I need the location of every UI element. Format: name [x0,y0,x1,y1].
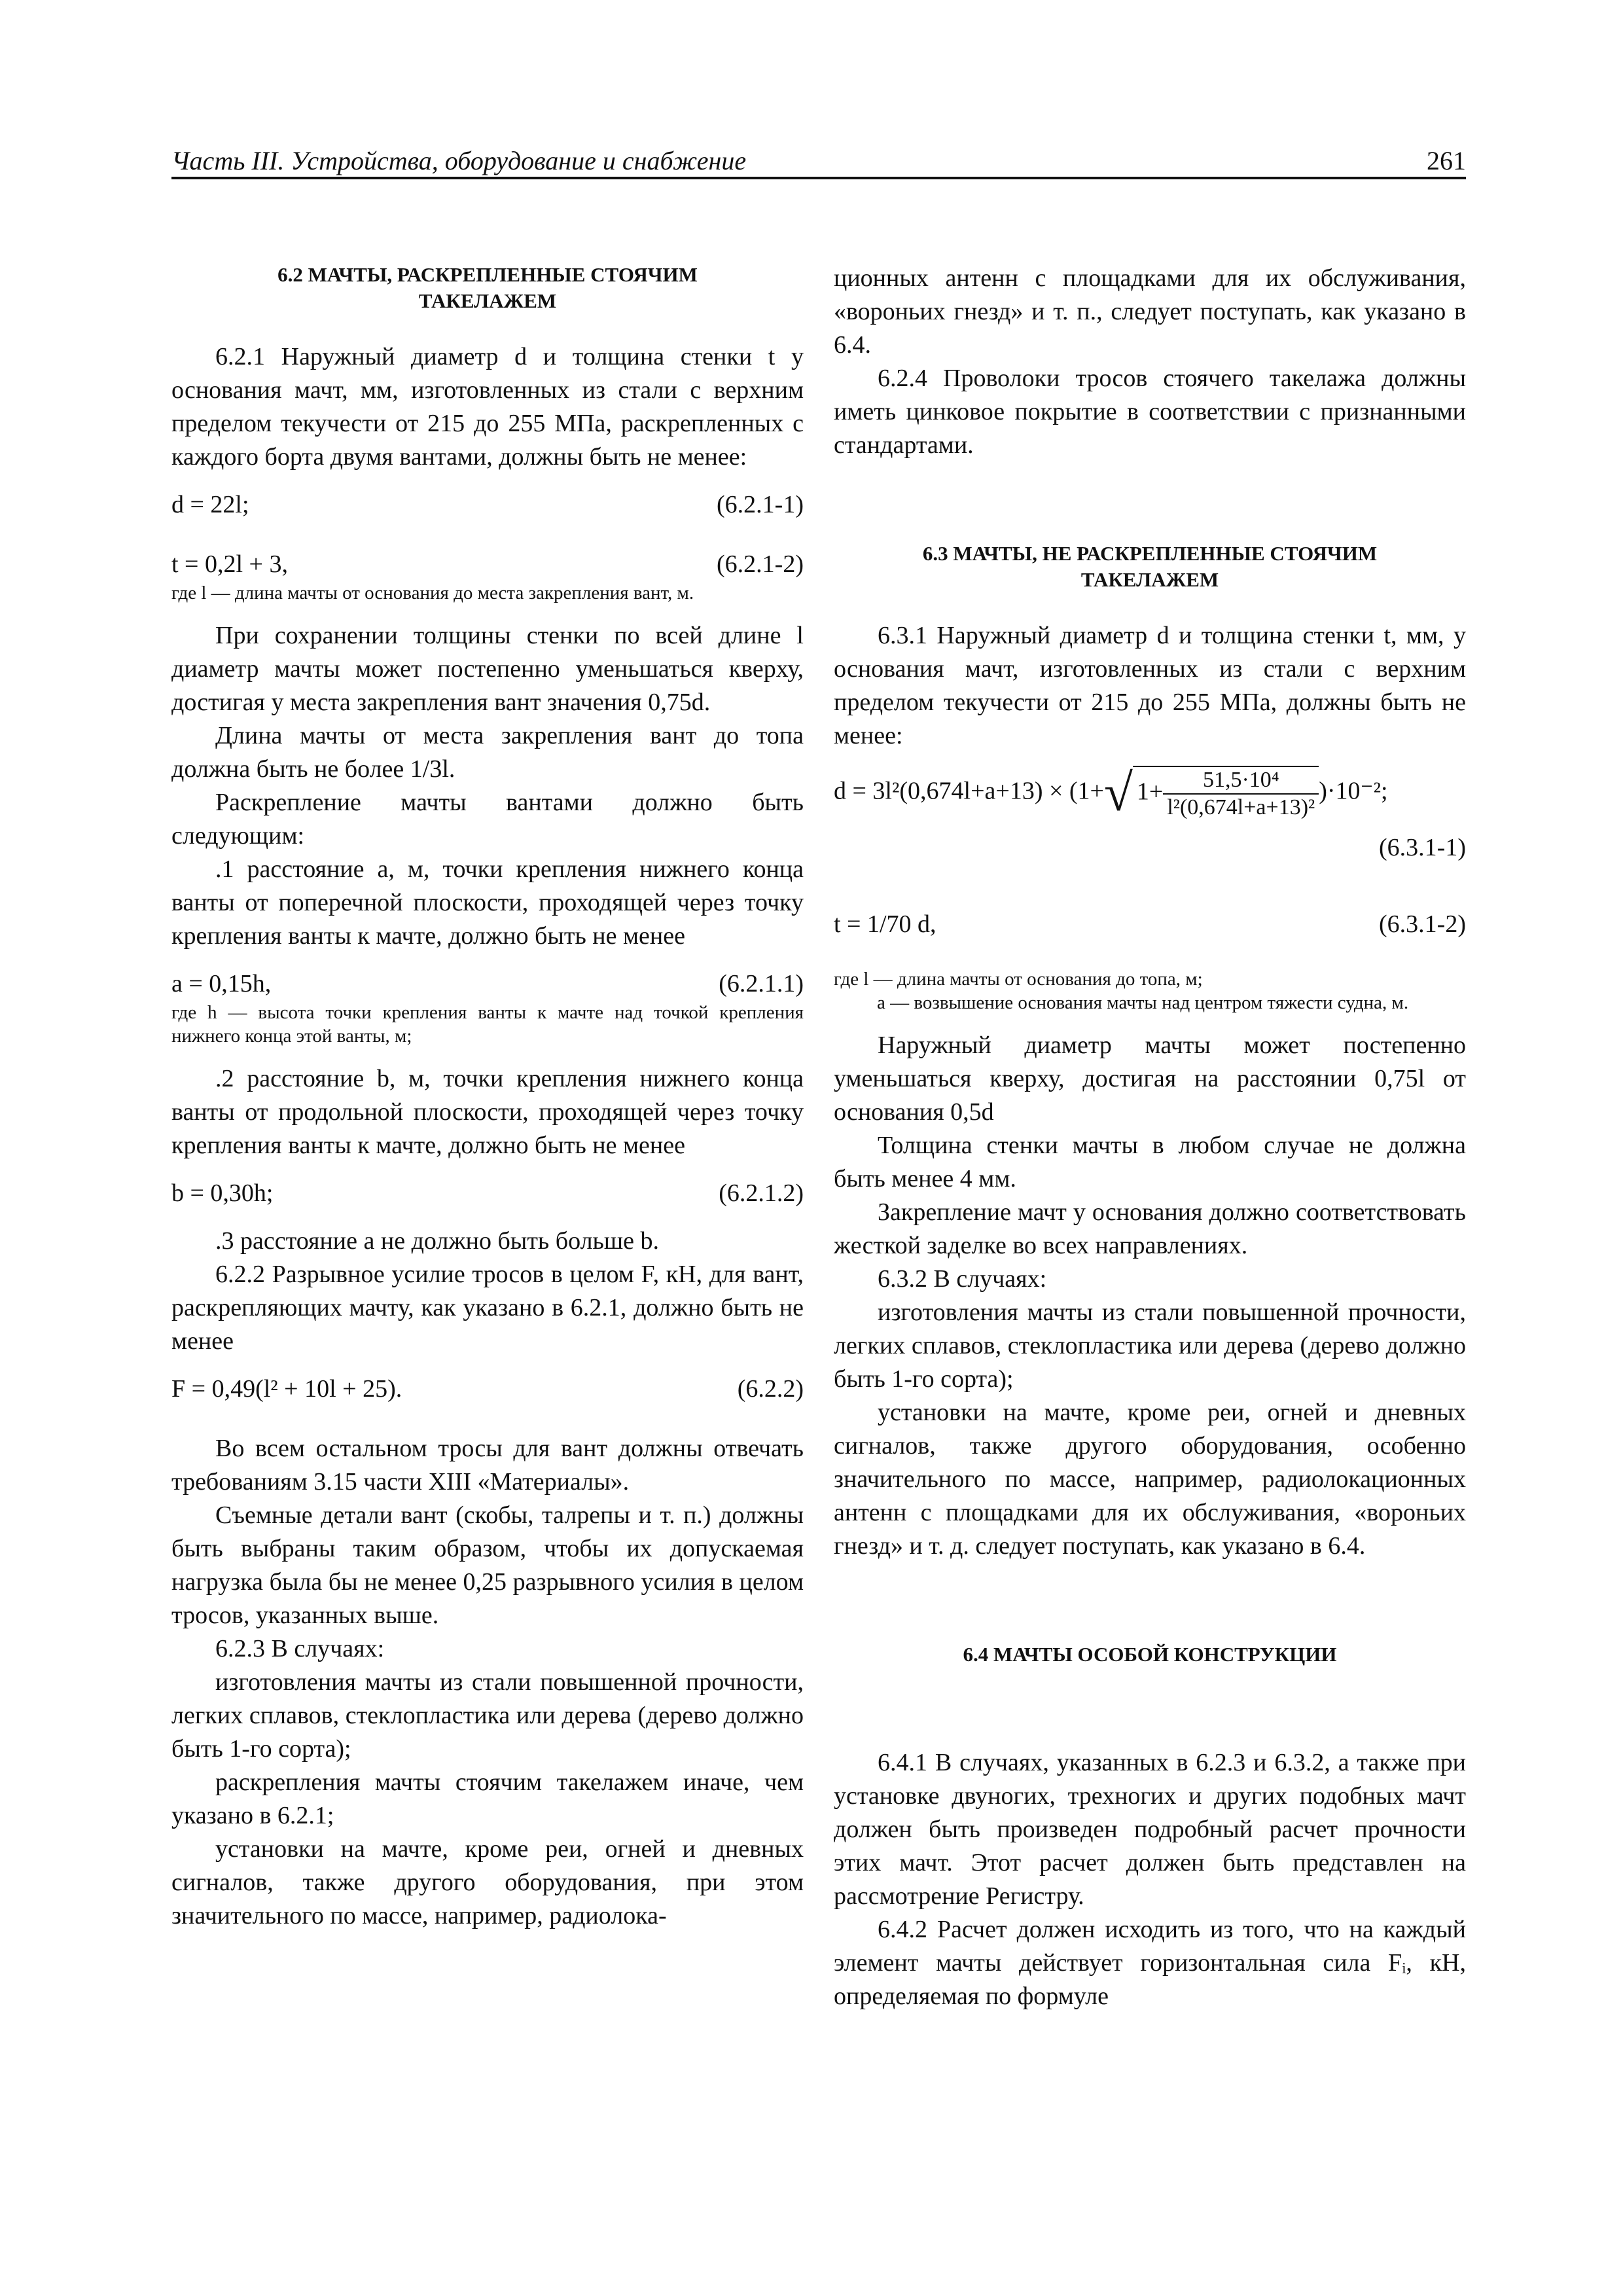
paragraph-item-2: .2 расстояние b, м, точки крепления нижнего конца ванты от продольной плоскости, проходящей через точку крепления ванты к мачте, должно быть не менее [171,1065,804,1159]
note-length: где l — длина мачты от основания до места закрепления вант, м. [171,583,694,603]
fraction-denominator: l²(0,674l+a+13)² [1167,795,1315,819]
paragraph-6-2-3: 6.2.3 В случаях: [215,1635,385,1662]
formula-6-2-1-1 [171,488,804,522]
formula-number: (6.2.1-1) [717,491,804,518]
formula-expression: t = 1/70 d, [834,910,936,938]
note-mast-length: где l — длина мачты от основания до топа, м; [834,969,1203,990]
paragraph-6-2-2: 6.2.2 Разрывное усилие тросов в целом F, кН, для вант, раскрепляющих мачту, как указано в 6.2.1, должно быть не менее [171,1261,804,1355]
paragraph-stays: Раскрепление мачты вантами должно быть следующим: [171,789,804,850]
formula-6-3-1-1-expression [834,753,1466,831]
formula-number: (6.2.1-2) [717,550,804,578]
paragraph-case-2: раскрепления мачты стоячим такелажем иначе, чем указано в 6.2.1; [171,1768,804,1829]
paragraph-6-2-4: 6.2.4 Проволоки тросов стоячего такелажа должны иметь цинковое покрытие в соответствии с признанными стандартами. [834,365,1466,459]
paragraph-continued: ционных антенн с площадками для их обслуживания, «вороньих гнезд» и т. п., следует поступать, как указано в 6.4. [834,264,1466,359]
paragraph-fixing: Закрепление мачт у основания должно соответствовать жесткой заделке во всех направлениях. [834,1198,1466,1259]
running-title: Часть III. Устройства, оборудование и снабжение [171,146,747,175]
paragraph-case-d1: изготовления мачты из стали повышенной прочности, легких сплавов, стеклопластика или дерева (дерево должно быть 1-го сорта); [834,1299,1466,1393]
formula-6-3-1-2 [834,908,1466,941]
formula-6-3-1-1-number-row [834,831,1466,865]
formula-expression: t = 0,2l + 3, [171,550,288,578]
formula-number: (6.2.2) [737,1375,804,1403]
paragraph-6-3-2: 6.3.2 В случаях: [878,1265,1047,1293]
paragraph-case-d2: установки на мачте, кроме реи, огней и дневных сигналов, также другого оборудования, особенно значительного по массе, например, радиолокационных антенн с площадками для их обслуживания, «вороньих гнезд» и т. д. следует поступать, как указано в 6.4. [834,1399,1466,1560]
formula-one-plus: 1+ [1136,778,1164,806]
formula-number: (6.3.1-2) [1379,910,1466,938]
formula-left-part: d = 3l²(0,674l+a+13) × (1+ [834,777,1104,805]
sqrt-sign: √ [1104,764,1133,822]
section-6-2-heading: 6.2 МАЧТЫ, РАСКРЕПЛЕННЫЕ СТОЯЧИМ ТАКЕЛАЖЕМ [277,263,698,312]
fraction-numerator: 51,5·10⁴ [1163,767,1319,795]
formula-expression: b = 0,30h; [171,1179,274,1207]
formula-number: (6.2.1.2) [719,1179,804,1207]
formula-6-2-1-2 [171,548,804,581]
paragraph-6-4-2: 6.4.2 Расчет должен исходить из того, что на каждый элемент мачты действует горизонтальная сила Fᵢ, кН, определяемая по формуле [834,1916,1466,2010]
paragraph-6-2-1: 6.2.1 Наружный диаметр d и толщина стенки t у основания мачт, мм, изготовленных из стали с верхним пределом текучести от 215 до 255 МПа, раскрепленных с каждого борта двумя вантами, должны быть не менее: [171,343,804,471]
paragraph-case-1: изготовления мачты из стали повышенной прочности, легких сплавов, стеклопластика или дерева (дерево должно быть 1-го сорта); [171,1668,804,1763]
paragraph-wall-thickness: При сохранении толщины стенки по всей длине l диаметр мачты может постепенно уменьшаться кверху, достигая у места закрепления вант значения 0,75d. [171,622,804,716]
formula-tail: )·10⁻²; [1319,777,1388,805]
page-number: 261 [1427,146,1466,175]
paragraph-item-3: .3 расстояние a не должно быть больше b. [215,1227,660,1255]
formula-expression: d = 22l; [171,491,249,518]
paragraph-min-wall: Толщина стенки мачты в любом случае не должна быть менее 4 мм. [834,1132,1466,1193]
paragraph-6-4-1: 6.4.1 В случаях, указанных в 6.2.3 и 6.3.2, а также при установке двуногих, трехногих и других подобных мачт должен быть произведен подробный расчет прочности этих мачт. Этот расчет должен быть представлен на рассмотрение Регистру. [834,1749,1466,1910]
formula-6-2-2 [171,1372,804,1406]
paragraph-case-3: установки на мачте, кроме реи, огней и дневных сигналов, также другого оборудования, при этом значительного по массе, например, радиолока- [171,1835,804,1929]
left-column [171,262,804,1933]
formula-6-2-1-1-a [171,967,804,1001]
section-6-3-heading: 6.3 МАЧТЫ, НЕ РАСКРЕПЛЕННЫЕ СТОЯЧИМ ТАКЕЛАЖЕМ [922,542,1378,591]
formula-expression: F = 0,49(l² + 10l + 25). [171,1375,402,1403]
paragraph-item-1: .1 расстояние a, м, точки крепления нижнего конца ванты от поперечной плоскости, проходящей через точку крепления ванты к мачте, должно быть не менее [171,855,804,950]
note-elevation: a — возвышение основания мачты над центром тяжести судна, м. [877,992,1409,1013]
formula-expression: a = 0,15h, [171,970,272,997]
paragraph-ropes: Во всем остальном тросы для вант должны отвечать требованиям 3.15 части XIII «Материалы». [171,1435,804,1496]
paragraph-mast-length: Длина мачты от места закрепления вант до топа должна быть не более 1/3l. [171,722,804,783]
page-header [171,145,1466,179]
fraction [1163,767,1319,821]
right-column [834,262,1466,2013]
paragraph-outer-diameter: Наружный диаметр мачты может постепенно уменьшаться кверху, достигая на расстоянии 0,75l от основания 0,5d [834,1031,1466,1126]
section-6-4-heading: 6.4 МАЧТЫ ОСОБОЙ КОНСТРУКЦИИ [963,1643,1337,1666]
paragraph-6-3-1: 6.3.1 Наружный диаметр d и толщина стенки t, мм, у основания мачт, изготовленных из стали с верхним пределом текучести от 215 до 255 МПа, должны быть не менее: [834,622,1466,749]
formula-6-2-1-2-b [171,1177,804,1210]
note-height: где h — высота точки крепления ванты к мачте над точкой крепления нижнего конца этой ванты, м; [171,1002,804,1047]
sqrt-body [1133,766,1319,821]
formula-number: (6.2.1.1) [719,970,804,997]
paragraph-removable-parts: Съемные детали вант (скобы, талрепы и т. п.) должны быть выбраны таким образом, чтобы их допускаемая нагрузка была бы не менее 0,25 разрывного усилия в целом тросов, указанных выше. [171,1501,804,1629]
formula-number: (6.3.1-1) [1379,834,1466,861]
